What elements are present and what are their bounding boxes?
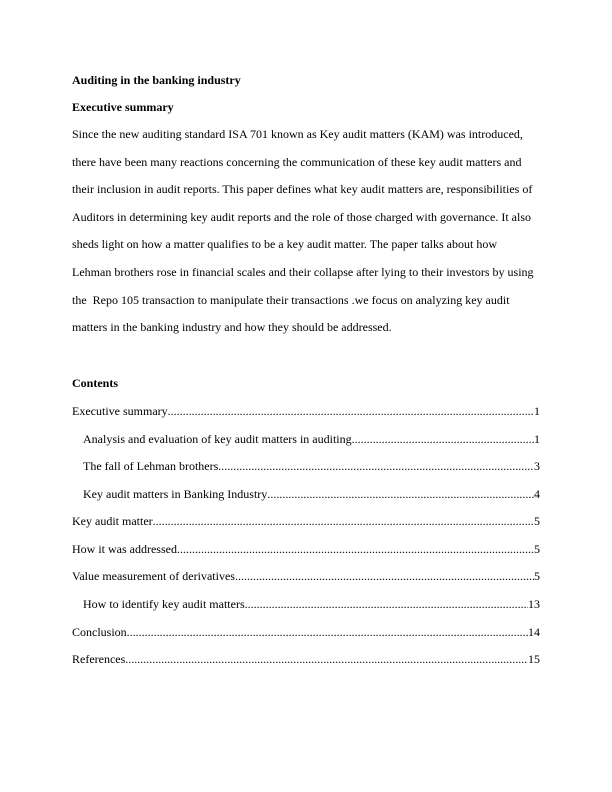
- toc-page-number: 4: [534, 487, 540, 501]
- toc-label: Key audit matters in Banking Industry: [83, 487, 268, 501]
- toc-page-number: 5: [534, 514, 540, 528]
- toc-leader-dots: [168, 404, 534, 418]
- toc-label: Conclusion: [72, 625, 127, 639]
- toc-label: The fall of Lehman brothers: [83, 459, 219, 473]
- summary-line: matters in the banking industry and how they should be addressed.: [72, 320, 392, 334]
- toc-entry-key-audit-matter[interactable]: [72, 514, 540, 528]
- summary-line: Since the new auditing standard ISA 701 known as Key audit matters (KAM) was introduced,: [72, 127, 523, 141]
- toc-label: Key audit matter: [72, 514, 153, 528]
- toc-entry-fall-of-lehman[interactable]: [83, 459, 540, 473]
- toc-label: Executive summary: [72, 404, 168, 418]
- summary-line: Auditors in determining key audit reports and the role of those charged with governance. It also: [72, 210, 531, 224]
- summary-line: there have been many reactions concerning the communication of these key audit matters and: [72, 155, 522, 169]
- toc-entry-identify-kam[interactable]: [83, 597, 540, 611]
- toc-label: How it was addressed: [72, 542, 177, 556]
- toc-entry-how-addressed[interactable]: [72, 542, 540, 556]
- toc-page-number: 13: [528, 597, 540, 611]
- contents-heading: Contents: [72, 376, 119, 390]
- document-title: Auditing in the banking industry: [72, 73, 241, 87]
- toc-leader-dots: [218, 459, 534, 473]
- toc-leader-dots: [245, 597, 528, 611]
- toc-leader-dots: [153, 514, 534, 528]
- toc-page-number: 1: [534, 404, 540, 418]
- toc-page-number: 3: [534, 459, 540, 473]
- toc-page-number: 15: [528, 652, 540, 666]
- toc-leader-dots: [352, 432, 534, 446]
- toc-leader-dots: [267, 487, 534, 501]
- toc-label: Value measurement of derivatives: [72, 569, 235, 583]
- summary-line: their inclusion in audit reports. This paper defines what key audit matters are, responsibilities of: [72, 182, 533, 196]
- toc-label: Analysis and evaluation of key audit matters in auditing: [83, 432, 352, 446]
- toc-label: How to identify key audit matters: [83, 597, 245, 611]
- toc-page-number: 14: [528, 625, 540, 639]
- toc-leader-dots: [125, 652, 528, 666]
- toc-entry-value-measurement[interactable]: [72, 569, 540, 583]
- toc-entry-kam-banking[interactable]: [83, 487, 540, 501]
- toc-page-number: 1: [534, 432, 540, 446]
- toc-entry-references[interactable]: [72, 652, 540, 666]
- toc-entry-conclusion[interactable]: [72, 625, 540, 639]
- toc-leader-dots: [235, 569, 534, 583]
- toc-label: References: [72, 652, 126, 666]
- toc-leader-dots: [177, 542, 534, 556]
- summary-line: Lehman brothers rose in financial scales and their collapse after lying to their investors by using: [72, 265, 534, 279]
- toc-leader-dots: [127, 625, 528, 639]
- toc-page-number: 5: [534, 569, 540, 583]
- summary-line: the Repo 105 transaction to manipulate their transactions .we focus on analyzing key audit: [72, 293, 510, 307]
- summary-line: sheds light on how a matter qualifies to be a key audit matter. The paper talks about how: [72, 237, 498, 251]
- toc-entry-analysis-evaluation[interactable]: [83, 432, 540, 446]
- executive-summary-heading: Executive summary: [72, 100, 174, 114]
- toc-entry-executive-summary[interactable]: [72, 404, 540, 418]
- toc-page-number: 5: [534, 542, 540, 556]
